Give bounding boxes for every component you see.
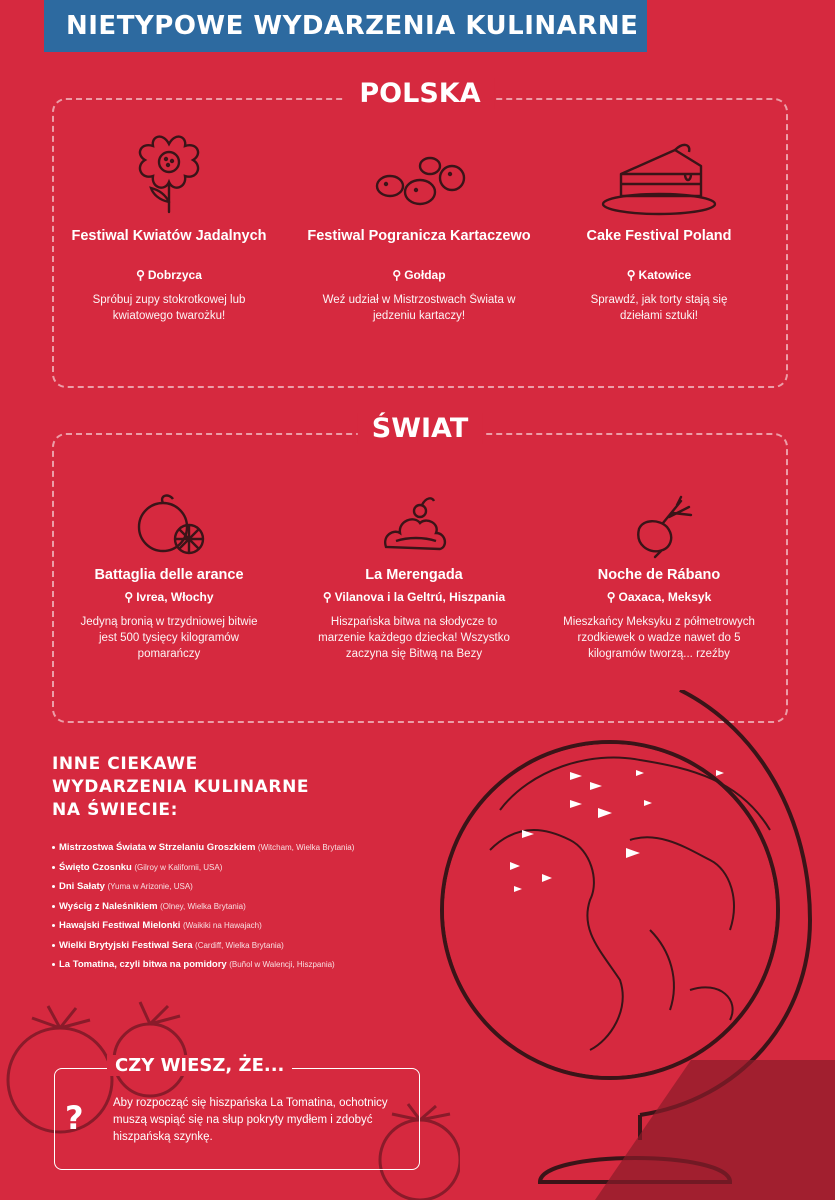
event-card [304, 130, 534, 324]
event-card [544, 130, 774, 324]
location-pin-icon: ⚲ [124, 590, 134, 604]
list-item: Wielki Brytyjski Festiwal Sera (Cardiff, Wielka Brytania) [52, 936, 422, 956]
page-title: NIETYPOWE WYDARZENIA KULINARNE [66, 11, 639, 41]
list-item: Wyścig z Naleśnikiem (Olney, Wielka Brytania) [52, 897, 422, 917]
list-item: Hawajski Festiwal Mielonki (Waikiki na Hawajach) [52, 916, 422, 936]
event-location: ⚲ Katowice [626, 268, 692, 282]
event-card [54, 130, 284, 324]
swiat-label: ŚWIAT [358, 413, 483, 444]
location-pin-icon: ⚲ [606, 590, 616, 604]
other-events-title: INNE CIEKAWE WYDARZENIA KULINARNE NA ŚWIECIE: [52, 754, 310, 820]
location-pin-icon: ⚲ [136, 268, 145, 282]
question-mark-icon: ? [65, 1099, 84, 1137]
event-card [299, 493, 529, 662]
list-item: Mistrzostwa Świata w Strzelaniu Groszkiem (Witcham, Wielka Brytania) [52, 838, 422, 858]
event-location: ⚲ Vilanova i la Geltrú, Hiszpania [322, 590, 506, 604]
event-card [544, 493, 774, 662]
event-location: ⚲ Oaxaca, Meksyk [606, 590, 712, 604]
event-description: Mieszkańcy Meksyku z półmetrowych rzodkiewek o wadze nawet do 5 kilogramów tworzą... rzeźby [563, 616, 755, 660]
list-item: La Tomatina, czyli bitwa na pomidory (Buñol w Walencji, Hiszpania) [52, 955, 422, 975]
event-description: Sprawdź, jak torty stają się dziełami sztuki! [590, 294, 728, 322]
event-description: Weź udział w Mistrzostwach Świata w jedzeniu kartaczy! [322, 294, 516, 322]
event-name: Festiwal Pogranicza Kartaczewo [307, 228, 531, 244]
did-you-know-text: Aby rozpocząć się hiszpańska La Tomatina, ochotnicy muszą wspiąć się na słup pokryty mydłem i zdobyć hiszpańską szynkę. [113, 1097, 388, 1143]
event-description: Hiszpańska bitwa na słodycze to marzenie każdego dziecka! Wszystko zaczyna się Bitwą na Bezy [318, 616, 510, 660]
event-name: Cake Festival Poland [586, 228, 732, 244]
location-pin-icon: ⚲ [392, 268, 402, 282]
event-card [54, 493, 284, 662]
did-you-know-box [54, 1055, 420, 1170]
list-item: Święto Czosnku (Gilroy w Kalifornii, USA) [52, 858, 422, 878]
list-item: Dni Sałaty (Yuma w Arizonie, USA) [52, 877, 422, 897]
event-name: Festiwal Kwiatów Jadalnych [71, 228, 267, 244]
event-location: ⚲ Ivrea, Włochy [124, 590, 214, 604]
polska-label: POLSKA [345, 78, 494, 109]
header-banner [44, 0, 647, 52]
flower-icon [129, 130, 209, 220]
radish-icon [619, 493, 699, 559]
event-description: Spróbuj zupy stokrotkowej lub kwiatowego twarożku! [92, 294, 246, 322]
location-pin-icon: ⚲ [322, 590, 332, 604]
event-location: ⚲ Gołdap [392, 268, 446, 282]
event-location: ⚲ Dobrzyca [136, 268, 202, 282]
other-events-list [52, 838, 422, 975]
potato-dumplings-icon [364, 130, 474, 220]
orange-icon [129, 493, 209, 559]
meringue-icon [374, 493, 454, 559]
event-description: Jedyną bronią w trzydniowej bitwie jest 500 tysięcy kilogramów pomarańczy [80, 616, 258, 660]
cake-slice-icon [599, 130, 719, 220]
swiat-panel [52, 413, 788, 723]
event-name: La Merengada [365, 567, 463, 583]
polska-panel [52, 78, 788, 388]
event-name: Noche de Rábano [597, 567, 721, 583]
location-pin-icon: ⚲ [626, 268, 636, 282]
did-you-know-title: CZY WIESZ, ŻE... [107, 1055, 292, 1076]
event-name: Battaglia delle arance [94, 567, 244, 583]
